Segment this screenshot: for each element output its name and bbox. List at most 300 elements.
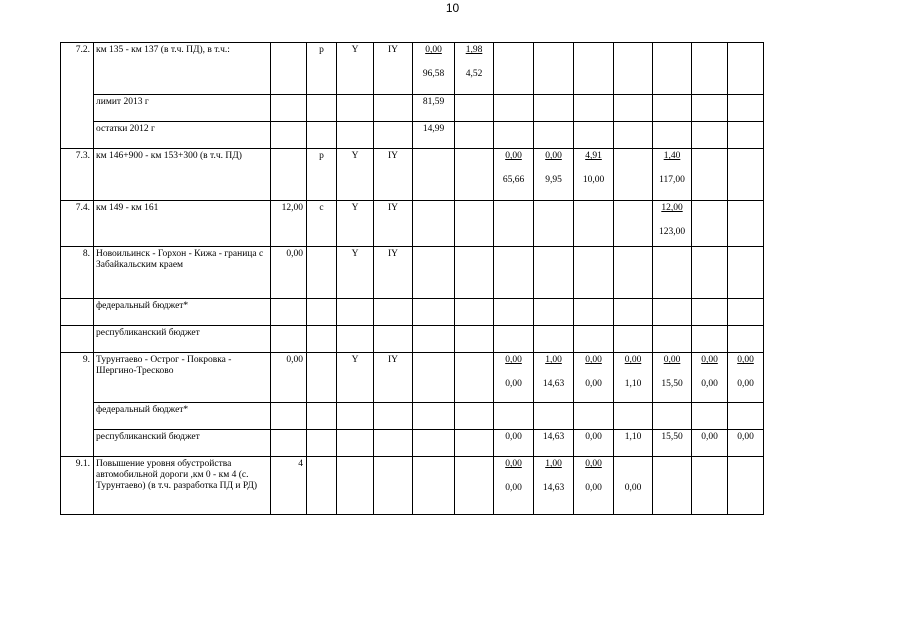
row-name: федеральный бюджет* <box>94 403 271 430</box>
value-upper: 1,98 <box>465 45 483 55</box>
value-cell <box>413 430 455 457</box>
value-upper: 0,00 <box>505 459 522 469</box>
value-cell <box>413 149 455 201</box>
value-upper <box>614 124 652 148</box>
value-upper: 15,50 <box>661 432 683 442</box>
value-upper: 0,00 <box>701 432 718 442</box>
value-upper <box>574 301 613 325</box>
row-category <box>337 326 374 353</box>
row-type <box>307 457 337 515</box>
value-cell <box>692 201 728 247</box>
value-upper <box>455 355 493 379</box>
value-cell <box>494 457 534 515</box>
value-upper: 0,00 <box>663 355 681 365</box>
value-cell <box>494 122 534 149</box>
value-upper <box>728 405 763 429</box>
value-upper: 14,63 <box>542 432 565 442</box>
value-upper <box>494 97 533 121</box>
value-upper <box>728 45 763 69</box>
value-upper <box>455 432 493 456</box>
value-upper <box>455 328 493 352</box>
value-upper <box>534 405 573 429</box>
value-upper <box>413 203 454 227</box>
row-type: р <box>307 43 337 95</box>
value-upper <box>494 45 533 69</box>
value-upper: 0,00 <box>585 432 602 442</box>
value-upper <box>728 328 763 352</box>
value-cell <box>728 201 764 247</box>
value-cell <box>692 403 728 430</box>
value-upper: 1,00 <box>545 355 562 365</box>
value-cell <box>692 247 728 299</box>
value-upper <box>534 45 573 69</box>
value-cell <box>653 95 692 122</box>
value-upper: 0,00 <box>505 355 522 365</box>
value-lower: 65,66 <box>502 175 525 185</box>
value-cell <box>574 457 614 515</box>
value-lower: 0,00 <box>505 379 522 389</box>
value-lower: 96,58 <box>422 69 445 79</box>
row-number: 9.1. <box>61 457 94 515</box>
row-type: р <box>307 149 337 201</box>
value-cell <box>494 43 534 95</box>
value-upper: 0,00 <box>545 151 562 161</box>
value-upper <box>534 328 573 352</box>
row-length <box>271 403 307 430</box>
value-cell <box>413 95 455 122</box>
value-lower: 0,00 <box>624 483 642 493</box>
value-cell <box>728 403 764 430</box>
value-cell <box>534 430 574 457</box>
value-upper <box>614 405 652 429</box>
value-cell <box>614 299 653 326</box>
value-cell <box>455 353 494 403</box>
value-upper <box>574 45 613 69</box>
value-lower: 117,00 <box>659 175 685 185</box>
value-upper <box>455 301 493 325</box>
row-number: 9. <box>61 353 94 457</box>
value-upper <box>614 301 652 325</box>
row-category <box>337 122 374 149</box>
value-upper <box>653 459 691 483</box>
row-length <box>271 122 307 149</box>
value-cell <box>534 326 574 353</box>
row-class <box>374 95 413 122</box>
value-upper <box>534 97 573 121</box>
value-upper <box>494 124 533 148</box>
value-upper <box>455 249 493 273</box>
row-length <box>271 430 307 457</box>
value-upper <box>534 203 573 227</box>
table-row <box>61 247 764 299</box>
value-cell <box>494 95 534 122</box>
value-upper <box>614 203 652 227</box>
value-upper <box>692 328 727 352</box>
row-category <box>337 430 374 457</box>
value-cell <box>534 149 574 201</box>
table-row <box>61 43 764 95</box>
value-cell <box>534 403 574 430</box>
value-cell <box>728 353 764 403</box>
value-upper: 1,10 <box>624 432 642 442</box>
value-cell <box>494 149 534 201</box>
row-category <box>337 95 374 122</box>
value-cell <box>614 43 653 95</box>
road-program-table <box>60 42 764 515</box>
value-cell <box>692 149 728 201</box>
value-lower: 4,52 <box>465 69 483 79</box>
value-cell <box>455 403 494 430</box>
value-upper <box>692 459 727 483</box>
value-cell <box>614 247 653 299</box>
row-name: лимит 2013 г <box>94 95 271 122</box>
value-upper <box>653 249 691 273</box>
row-length: 0,00 <box>271 353 307 403</box>
value-lower: 123,00 <box>658 227 686 237</box>
value-cell <box>728 457 764 515</box>
row-type <box>307 299 337 326</box>
value-cell <box>574 95 614 122</box>
table-row <box>61 403 764 430</box>
value-cell <box>728 247 764 299</box>
row-class: IY <box>374 43 413 95</box>
value-cell <box>455 299 494 326</box>
value-upper <box>455 124 493 148</box>
value-cell <box>534 457 574 515</box>
value-upper <box>614 249 652 273</box>
value-cell <box>692 95 728 122</box>
value-cell <box>653 122 692 149</box>
value-upper <box>413 432 454 456</box>
value-cell <box>574 43 614 95</box>
value-cell <box>455 457 494 515</box>
row-category: Y <box>337 43 374 95</box>
table-row <box>61 353 764 403</box>
row-name: федеральный бюджет* <box>94 299 271 326</box>
value-cell <box>653 457 692 515</box>
value-cell <box>614 95 653 122</box>
row-length: 0,00 <box>271 247 307 299</box>
value-cell <box>614 326 653 353</box>
row-class <box>374 299 413 326</box>
value-upper <box>653 97 691 121</box>
value-lower: 15,50 <box>661 379 683 389</box>
value-upper <box>534 249 573 273</box>
row-name: Турунтаево - Острог - Покровка - Шергино-Тресково <box>94 353 271 403</box>
value-lower: 14,63 <box>542 483 565 493</box>
row-type <box>307 430 337 457</box>
table-row <box>61 149 764 201</box>
value-upper <box>692 151 727 175</box>
row-category: Y <box>337 201 374 247</box>
value-upper <box>574 124 613 148</box>
value-cell <box>413 201 455 247</box>
value-cell <box>653 43 692 95</box>
value-cell <box>728 149 764 201</box>
value-cell <box>534 122 574 149</box>
value-upper <box>494 301 533 325</box>
value-cell <box>574 299 614 326</box>
row-category: Y <box>337 247 374 299</box>
value-cell <box>534 95 574 122</box>
row-category: Y <box>337 149 374 201</box>
value-cell <box>692 457 728 515</box>
value-upper: 1,40 <box>663 151 681 161</box>
row-class: IY <box>374 201 413 247</box>
value-cell <box>534 43 574 95</box>
value-upper <box>413 405 454 429</box>
value-cell <box>574 326 614 353</box>
table-row <box>61 326 764 353</box>
value-cell <box>728 43 764 95</box>
value-upper <box>692 124 727 148</box>
row-number: 7.3. <box>61 149 94 201</box>
value-upper <box>455 151 493 175</box>
value-cell <box>614 122 653 149</box>
row-type <box>307 353 337 403</box>
value-cell <box>728 326 764 353</box>
value-upper <box>614 459 652 483</box>
row-type <box>307 403 337 430</box>
value-cell <box>413 299 455 326</box>
row-category: Y <box>337 353 374 403</box>
value-upper <box>413 301 454 325</box>
row-number: 8. <box>61 247 94 299</box>
value-upper <box>494 203 533 227</box>
row-category <box>337 403 374 430</box>
value-upper: 0,00 <box>701 355 718 365</box>
value-upper <box>614 97 652 121</box>
row-class: IY <box>374 149 413 201</box>
row-number: 7.4. <box>61 201 94 247</box>
value-upper <box>574 97 613 121</box>
value-upper <box>574 328 613 352</box>
value-cell <box>728 430 764 457</box>
value-upper <box>728 203 763 227</box>
value-upper: 0,00 <box>585 459 602 469</box>
value-cell <box>455 43 494 95</box>
row-number: 7.2. <box>61 43 94 149</box>
value-upper: 0,00 <box>737 355 754 365</box>
row-number <box>61 326 94 353</box>
value-cell <box>614 201 653 247</box>
value-cell <box>534 201 574 247</box>
value-cell <box>653 326 692 353</box>
value-cell <box>653 149 692 201</box>
value-upper <box>653 405 691 429</box>
value-upper: 0,00 <box>425 45 442 55</box>
value-upper: 12,00 <box>661 203 683 213</box>
value-upper <box>692 405 727 429</box>
value-upper: 0,00 <box>585 355 602 365</box>
value-lower: 1,10 <box>624 379 642 389</box>
row-name: Новоильинск - Горхон - Кижа - граница с Забайкальским краем <box>94 247 271 299</box>
value-upper <box>692 97 727 121</box>
value-cell <box>574 430 614 457</box>
row-name: км 146+900 - км 153+300 (в т.ч. ПД) <box>94 149 271 201</box>
value-upper <box>692 249 727 273</box>
table-row <box>61 201 764 247</box>
row-name: км 149 - км 161 <box>94 201 271 247</box>
value-cell <box>653 201 692 247</box>
row-length <box>271 299 307 326</box>
value-cell <box>494 326 534 353</box>
value-cell <box>614 457 653 515</box>
value-cell <box>614 430 653 457</box>
row-class <box>374 326 413 353</box>
row-class: IY <box>374 353 413 403</box>
value-cell <box>574 403 614 430</box>
value-cell <box>692 299 728 326</box>
value-upper <box>413 459 454 483</box>
value-upper <box>534 124 573 148</box>
value-cell <box>455 95 494 122</box>
value-cell <box>455 149 494 201</box>
value-cell <box>653 299 692 326</box>
value-cell <box>494 299 534 326</box>
row-name: республиканский бюджет <box>94 430 271 457</box>
value-upper <box>614 151 652 175</box>
row-category <box>337 457 374 515</box>
value-upper <box>413 328 454 352</box>
value-lower: 0,00 <box>737 379 754 389</box>
value-upper <box>653 45 691 69</box>
row-length <box>271 326 307 353</box>
value-cell <box>728 95 764 122</box>
value-upper: 0,00 <box>624 355 642 365</box>
value-upper <box>653 301 691 325</box>
row-number <box>61 299 94 326</box>
row-name: км 135 - км 137 (в т.ч. ПД), в т.ч.: <box>94 43 271 95</box>
row-type <box>307 247 337 299</box>
value-lower: 0,00 <box>701 379 718 389</box>
value-upper <box>494 249 533 273</box>
value-cell <box>728 122 764 149</box>
table-row <box>61 299 764 326</box>
row-class: IY <box>374 247 413 299</box>
table-row <box>61 430 764 457</box>
value-upper: 14,99 <box>422 124 445 134</box>
value-upper <box>728 97 763 121</box>
value-upper: 0,00 <box>505 432 522 442</box>
value-cell <box>614 149 653 201</box>
row-name: Повышение уровня обустройства автомобильной дороги ,км 0 - км 4 (с. Турунтаево) (в т.ч. разработка ПД и РД) <box>94 457 271 515</box>
value-cell <box>692 122 728 149</box>
value-cell <box>455 201 494 247</box>
value-upper <box>728 124 763 148</box>
value-cell <box>574 353 614 403</box>
row-category <box>337 299 374 326</box>
row-type <box>307 95 337 122</box>
value-cell <box>494 430 534 457</box>
value-cell <box>413 247 455 299</box>
table-row <box>61 457 764 515</box>
value-cell <box>574 247 614 299</box>
value-upper <box>534 301 573 325</box>
value-upper <box>494 328 533 352</box>
value-cell <box>728 299 764 326</box>
value-cell <box>413 326 455 353</box>
value-cell <box>455 430 494 457</box>
value-upper: 0,00 <box>737 432 754 442</box>
value-lower: 14,63 <box>542 379 565 389</box>
value-cell <box>574 122 614 149</box>
row-class <box>374 403 413 430</box>
row-type <box>307 122 337 149</box>
value-cell <box>413 403 455 430</box>
value-cell <box>534 247 574 299</box>
value-upper: 0,00 <box>505 151 522 161</box>
value-upper <box>455 97 493 121</box>
row-class <box>374 457 413 515</box>
value-upper <box>455 405 493 429</box>
value-lower: 10,00 <box>582 175 605 185</box>
value-lower: 0,00 <box>585 483 602 493</box>
value-cell <box>574 201 614 247</box>
value-cell <box>653 353 692 403</box>
value-cell <box>455 326 494 353</box>
row-length <box>271 149 307 201</box>
value-cell <box>494 247 534 299</box>
value-cell <box>413 353 455 403</box>
value-cell <box>494 353 534 403</box>
value-upper <box>728 249 763 273</box>
value-upper <box>413 249 454 273</box>
value-cell <box>653 247 692 299</box>
value-cell <box>455 247 494 299</box>
value-cell <box>692 326 728 353</box>
value-cell <box>692 430 728 457</box>
value-upper: 81,59 <box>422 97 445 107</box>
value-upper <box>728 301 763 325</box>
value-cell <box>413 457 455 515</box>
table-row <box>61 95 764 122</box>
value-upper <box>455 459 493 483</box>
value-cell <box>692 353 728 403</box>
value-upper <box>494 405 533 429</box>
value-upper <box>413 151 454 175</box>
value-cell <box>413 43 455 95</box>
row-length <box>271 43 307 95</box>
value-upper <box>728 459 763 483</box>
value-cell <box>413 122 455 149</box>
row-class <box>374 122 413 149</box>
row-type <box>307 326 337 353</box>
value-lower: 0,00 <box>505 483 522 493</box>
value-cell <box>455 122 494 149</box>
value-cell <box>614 403 653 430</box>
value-upper <box>692 301 727 325</box>
row-name: остатки 2012 г <box>94 122 271 149</box>
value-cell <box>653 430 692 457</box>
value-upper <box>574 203 613 227</box>
page-number: 10 <box>445 1 460 15</box>
value-upper <box>728 151 763 175</box>
value-cell <box>614 353 653 403</box>
value-upper <box>574 249 613 273</box>
value-lower: 9,95 <box>545 175 562 185</box>
value-upper <box>653 328 691 352</box>
value-upper <box>413 355 454 379</box>
row-length: 4 <box>271 457 307 515</box>
row-length <box>271 95 307 122</box>
value-lower: 0,00 <box>585 379 602 389</box>
value-cell <box>534 353 574 403</box>
value-upper <box>692 45 727 69</box>
value-upper: 1,00 <box>545 459 562 469</box>
value-upper <box>692 203 727 227</box>
value-upper <box>653 124 691 148</box>
